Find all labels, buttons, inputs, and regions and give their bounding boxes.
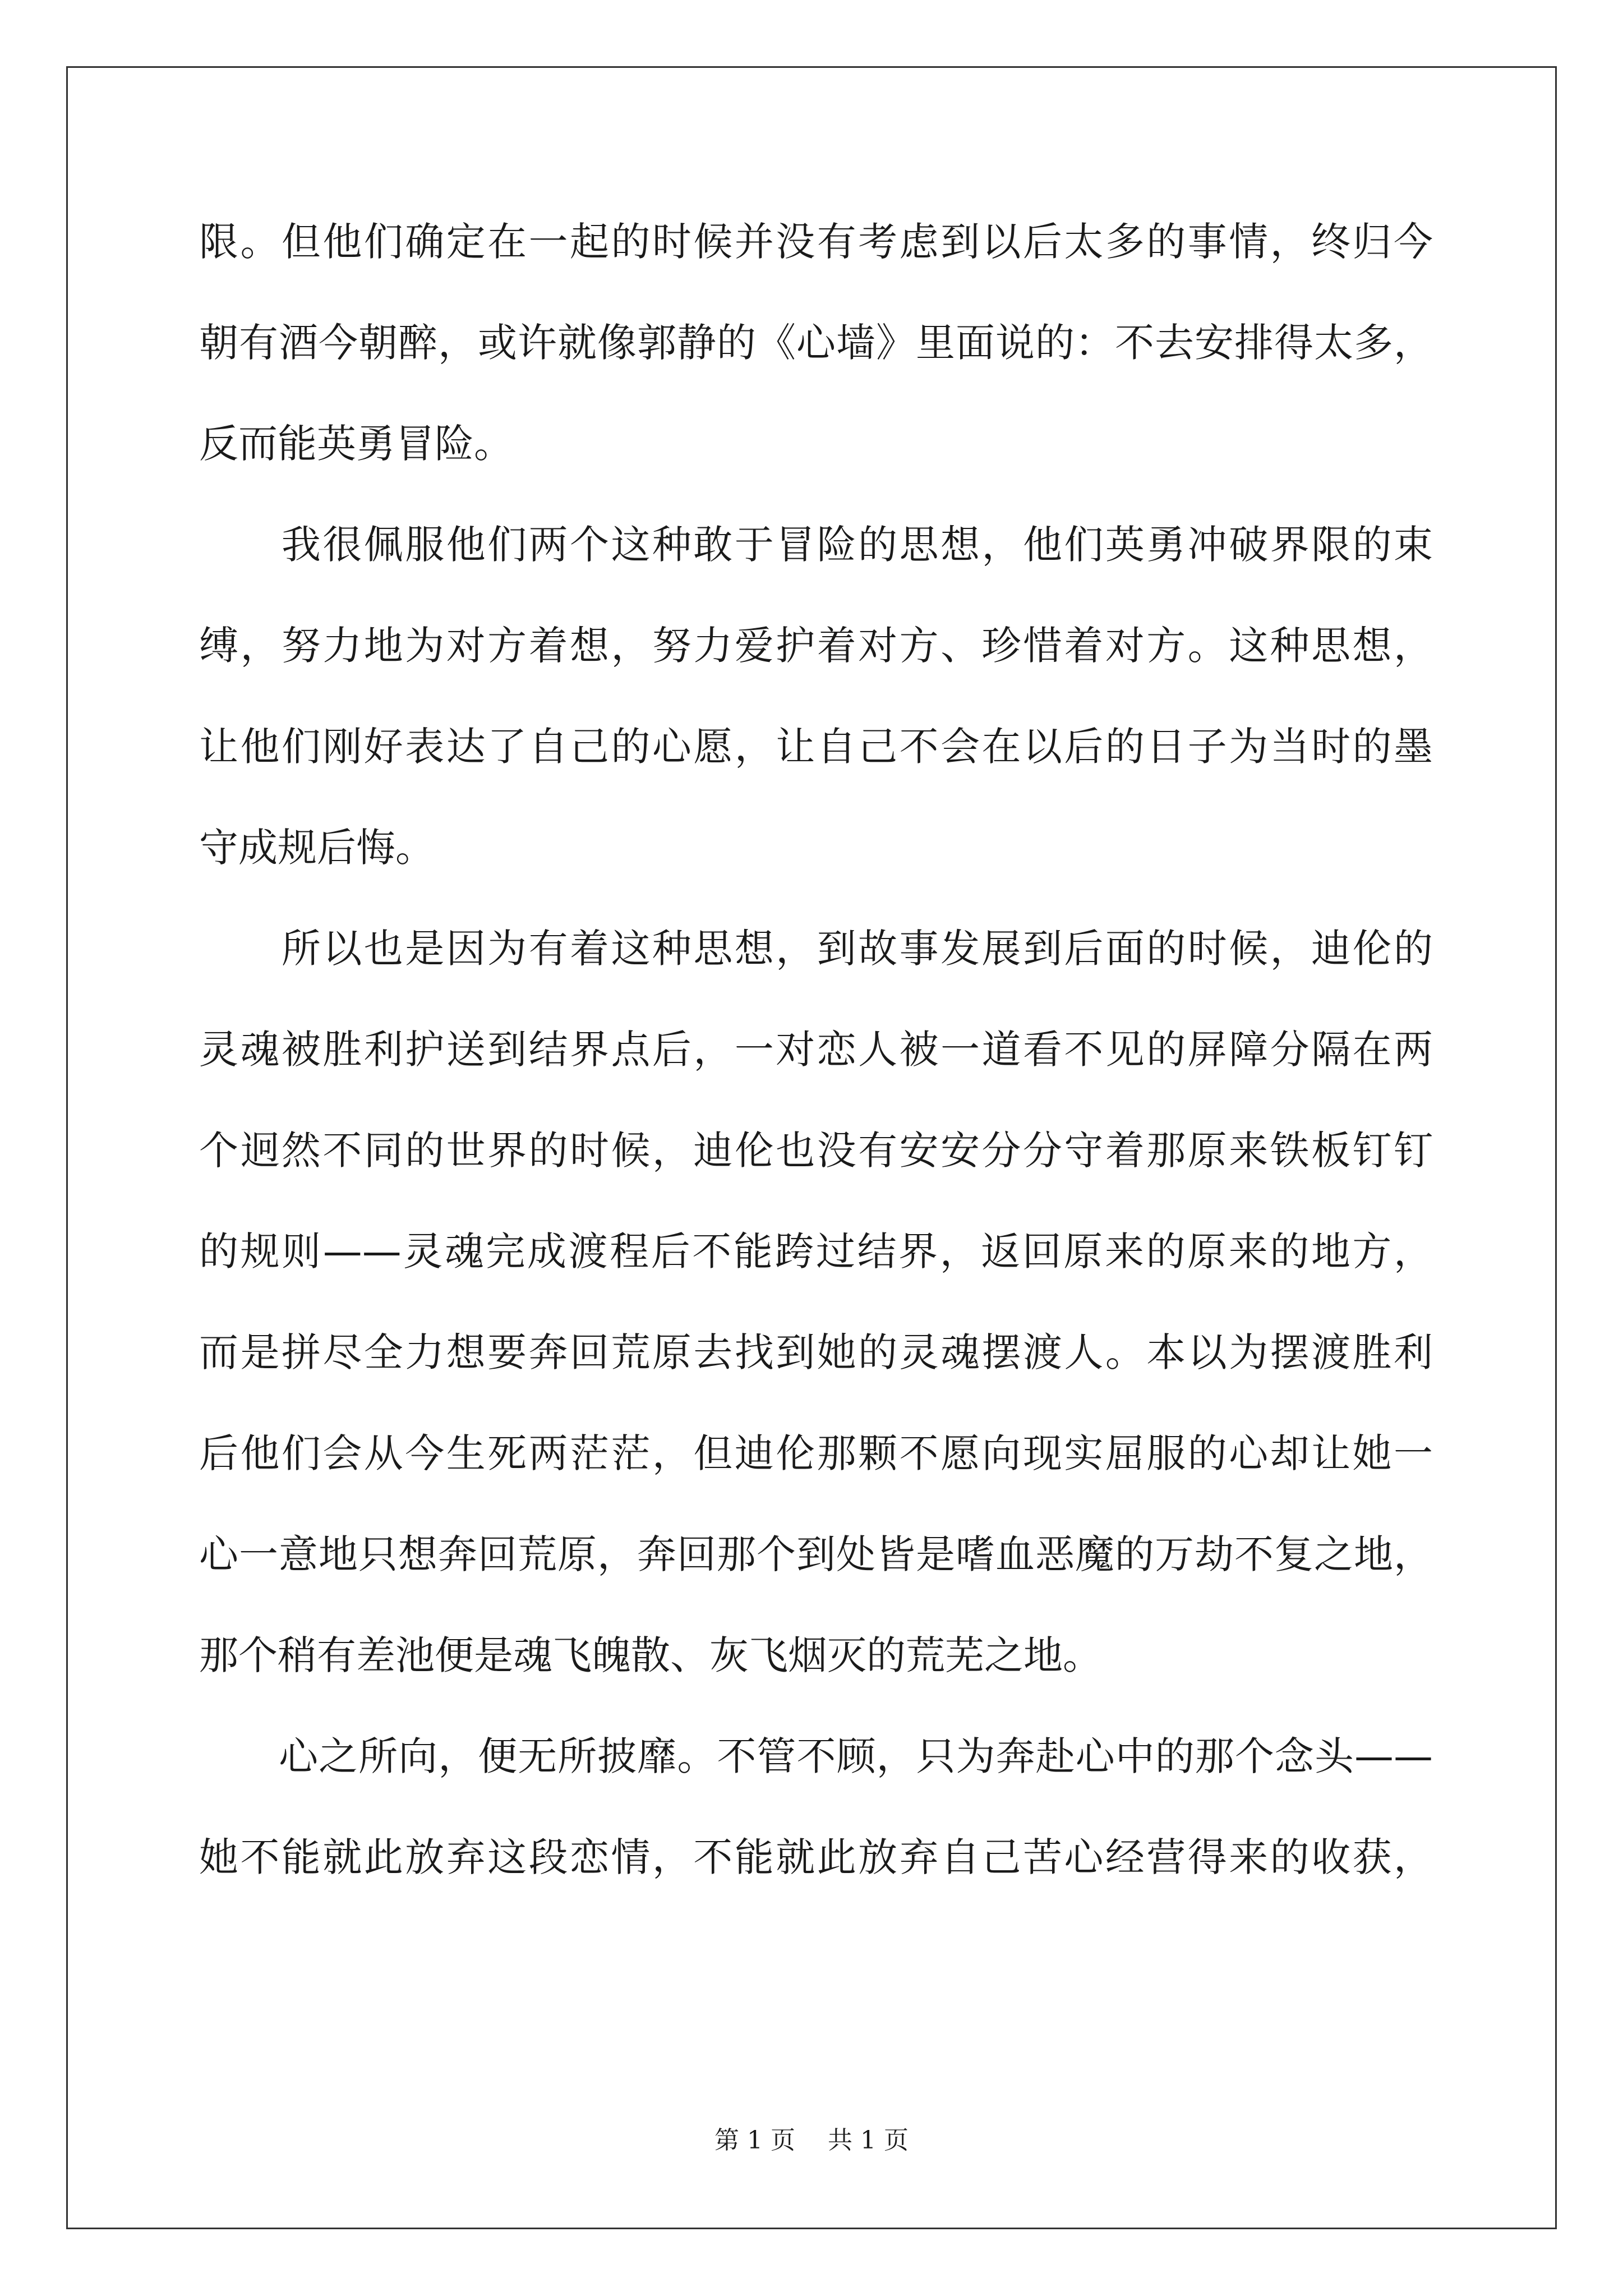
text-line: 个迥然不同的世界的时候，迪伦也没有安安分分守着那原来铁板钉钉	[199, 1128, 1433, 1174]
text-line: 守成规后悔。	[199, 825, 435, 871]
text-line: 的规则——灵魂完成渡程后不能跨过结界，返回原来的原来的地方，	[199, 1228, 1433, 1274]
page-number-footer: 第 1 页 共 1 页	[714, 2126, 909, 2155]
text-line: 限。但他们确定在一起的时候并没有考虑到以后太多的事情，终归今	[199, 219, 1433, 265]
text-line: 反而能英勇冒险。	[199, 421, 513, 467]
text-line: 所以也是因为有着这种思想，到故事发展到后面的时候，迪伦的	[199, 926, 1433, 972]
text-line: 而是拼尽全力想要奔回荒原去找到她的灵魂摆渡人。本以为摆渡胜利	[199, 1329, 1433, 1375]
text-line: 朝有酒今朝醉，或许就像郭静的《心墙》里面说的：不去安排得太多，	[199, 320, 1433, 366]
text-line: 我很佩服他们两个这种敢于冒险的思想，他们英勇冲破界限的束	[199, 522, 1433, 568]
text-line: 她不能就此放弃这段恋情，不能就此放弃自己苦心经营得来的收获，	[199, 1834, 1433, 1880]
text-line: 那个稍有差池便是魂飞魄散、灰飞烟灭的荒芜之地。	[199, 1632, 1102, 1678]
text-line: 心之所向，便无所披靡。不管不顾，只为奔赴心中的那个念头——	[199, 1733, 1433, 1779]
text-line: 让他们刚好表达了自己的心愿，让自己不会在以后的日子为当时的墨	[199, 724, 1433, 770]
text-line: 后他们会从今生死两茫茫，但迪伦那颗不愿向现实屈服的心却让她一	[199, 1430, 1433, 1476]
text-line: 缚，努力地为对方着想，努力爱护着对方、珍惜着对方。这种思想，	[199, 623, 1433, 669]
text-line: 心一意地只想奔回荒原，奔回那个到处皆是嗜血恶魔的万劫不复之地，	[199, 1531, 1433, 1577]
text-line: 灵魂被胜利护送到结界点后，一对恋人被一道看不见的屏障分隔在两	[199, 1027, 1433, 1073]
